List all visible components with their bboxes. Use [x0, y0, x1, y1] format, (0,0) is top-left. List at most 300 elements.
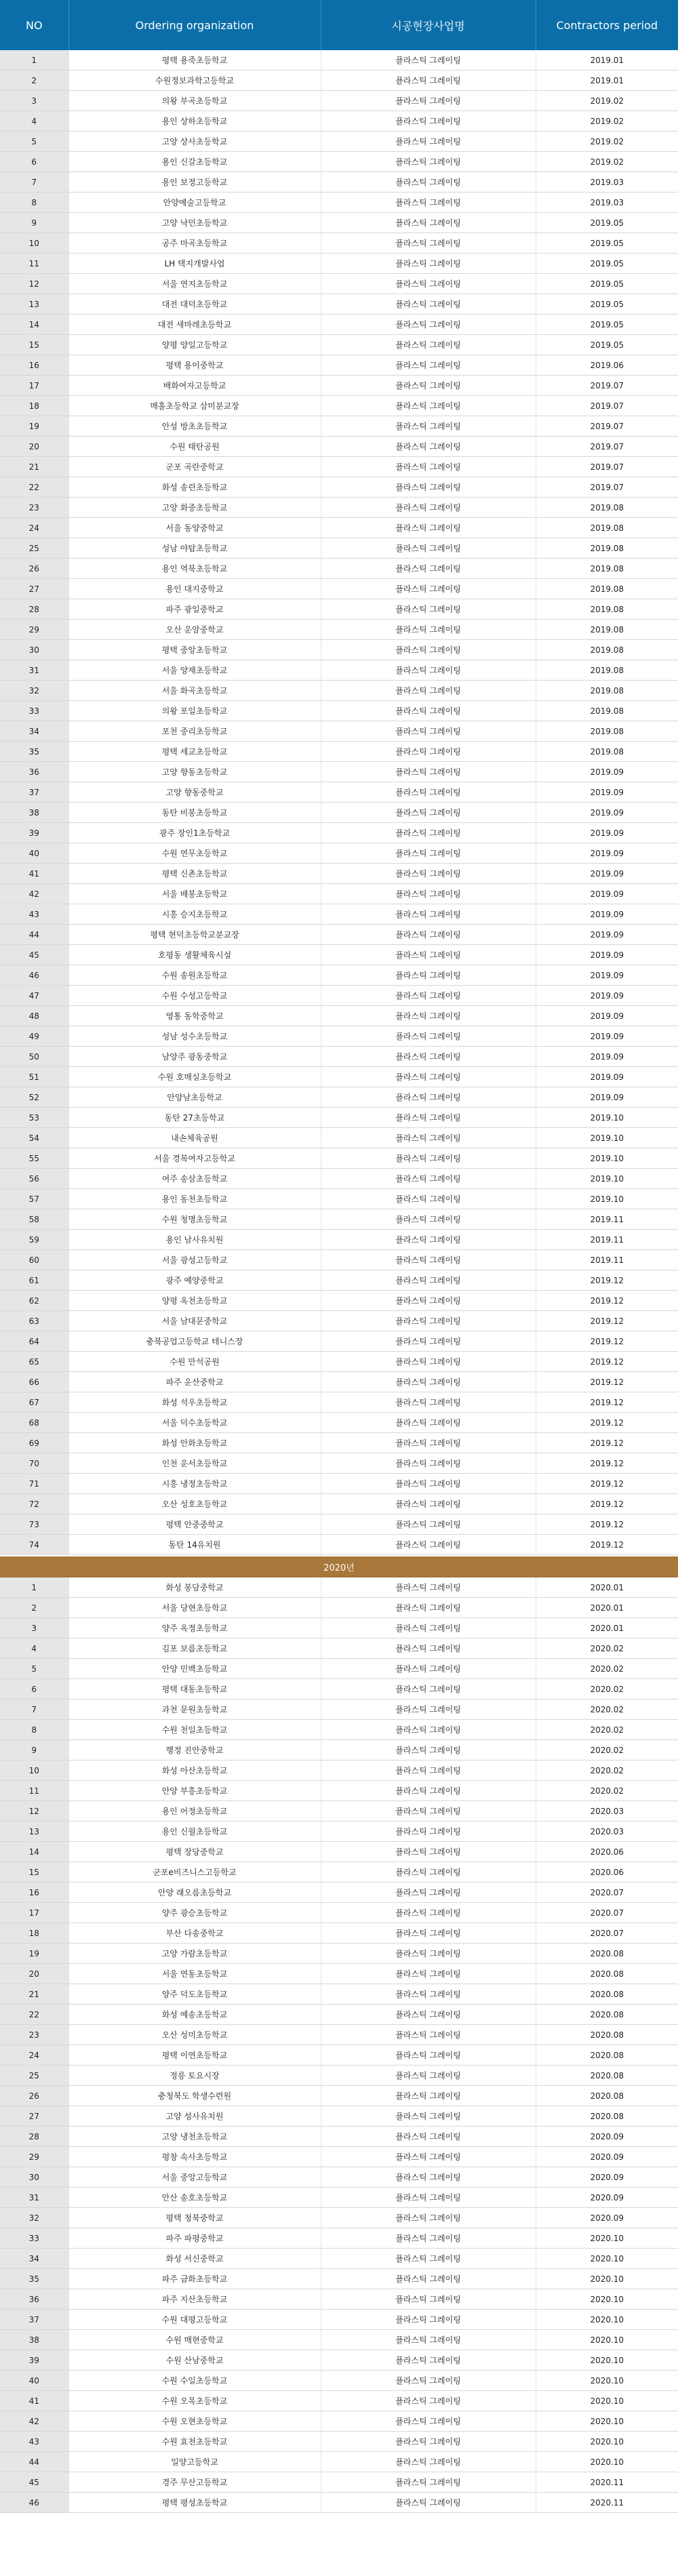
table-row: [0, 1250, 678, 1270]
table-row: [0, 2493, 678, 2513]
row-contractor: 플라스틱 그레이팅: [321, 1618, 536, 1638]
row-period: 2019.09: [536, 965, 678, 986]
row-number: 38: [0, 2330, 68, 2350]
row-organization: 서울 연동초등학교: [68, 1964, 321, 1984]
row-period: 2020.02: [536, 1638, 678, 1659]
row-period: 2019.09: [536, 1087, 678, 1108]
table-row: [0, 1494, 678, 1514]
row-organization: 동탄 비봉초등학교: [68, 803, 321, 823]
row-number: 52: [0, 1087, 68, 1108]
row-contractor: 플라스틱 그레이팅: [321, 2371, 536, 2391]
row-organization: 화성 예송초등학교: [68, 2005, 321, 2025]
row-organization: 파주 금화초등학교: [68, 2269, 321, 2289]
table-row: [0, 254, 678, 274]
row-organization: 안양 래오름초등학교: [68, 1883, 321, 1903]
table-row: [0, 1883, 678, 1903]
table-row: [0, 1984, 678, 2005]
table-row: [0, 1148, 678, 1169]
row-number: 14: [0, 1842, 68, 1862]
row-number: 32: [0, 681, 68, 701]
row-period: 2019.12: [536, 1372, 678, 1392]
row-number: 65: [0, 1352, 68, 1372]
row-period: 2020.11: [536, 2472, 678, 2493]
table-row: [0, 1108, 678, 1128]
row-contractor: 플라스틱 그레이팅: [321, 111, 536, 132]
row-period: 2020.06: [536, 1862, 678, 1883]
row-number: 47: [0, 986, 68, 1006]
row-period: 2019.09: [536, 986, 678, 1006]
row-number: 30: [0, 2167, 68, 2188]
row-number: 42: [0, 2411, 68, 2432]
row-period: 2019.09: [536, 843, 678, 864]
section-title: 2020년: [0, 1556, 678, 1577]
row-period: 2019.02: [536, 152, 678, 172]
row-contractor: 플라스틱 그레이팅: [321, 1494, 536, 1514]
row-organization: 화성 아산초등학교: [68, 1760, 321, 1781]
table-row: [0, 2147, 678, 2167]
table-row: [0, 1433, 678, 1453]
section-row-2020: [0, 1556, 678, 1577]
row-period: 2020.06: [536, 1842, 678, 1862]
table-row: [0, 376, 678, 396]
row-period: 2020.08: [536, 1944, 678, 1964]
table-row: [0, 2452, 678, 2472]
row-organization: 파주 지산초등학교: [68, 2289, 321, 2310]
row-organization: 파주 파평중학교: [68, 2228, 321, 2249]
row-period: 2019.12: [536, 1291, 678, 1311]
row-organization: 동탄 27초등학교: [68, 1108, 321, 1128]
table-row: [0, 559, 678, 579]
row-period: 2019.02: [536, 111, 678, 132]
row-period: 2019.10: [536, 1128, 678, 1148]
header-no: NO: [0, 0, 68, 50]
row-contractor: 플라스틱 그레이팅: [321, 2228, 536, 2249]
table-row: [0, 172, 678, 193]
row-period: 2020.10: [536, 2391, 678, 2411]
row-number: 31: [0, 2188, 68, 2208]
table-row: [0, 315, 678, 335]
row-period: 2019.08: [536, 559, 678, 579]
table-row: [0, 335, 678, 355]
row-number: 30: [0, 640, 68, 660]
row-organization: 용인 남사유치원: [68, 1230, 321, 1250]
row-number: 19: [0, 416, 68, 437]
table-row: [0, 416, 678, 437]
header-organization: Ordering organization: [68, 0, 321, 50]
row-organization: 수원 송원초등학교: [68, 965, 321, 986]
table-row: [0, 1577, 678, 1598]
row-organization: 수원 수성고등학교: [68, 986, 321, 1006]
row-contractor: 플라스틱 그레이팅: [321, 1128, 536, 1148]
row-number: 9: [0, 1740, 68, 1760]
table-row: [0, 2188, 678, 2208]
row-contractor: 플라스틱 그레이팅: [321, 681, 536, 701]
row-number: 39: [0, 2350, 68, 2371]
row-number: 66: [0, 1372, 68, 1392]
row-contractor: 플라스틱 그레이팅: [321, 1433, 536, 1453]
row-number: 4: [0, 1638, 68, 1659]
row-number: 68: [0, 1413, 68, 1433]
row-period: 2019.07: [536, 416, 678, 437]
row-contractor: 플라스틱 그레이팅: [321, 762, 536, 782]
row-organization: 평택 세교초등학교: [68, 742, 321, 762]
row-organization: 수원 호매실초등학교: [68, 1067, 321, 1087]
row-period: 2020.07: [536, 1923, 678, 1944]
table-row: [0, 1026, 678, 1047]
row-organization: 수원 오현초등학교: [68, 2411, 321, 2432]
row-organization: 용인 어정초등학교: [68, 1801, 321, 1822]
row-contractor: 플라스틱 그레이팅: [321, 2493, 536, 2513]
row-contractor: 플라스틱 그레이팅: [321, 1598, 536, 1618]
row-period: 2019.06: [536, 355, 678, 376]
row-contractor: 플라스틱 그레이팅: [321, 1291, 536, 1311]
row-contractor: 플라스틱 그레이팅: [321, 1842, 536, 1862]
row-organization: 시흥 승지초등학교: [68, 904, 321, 925]
row-contractor: 플라스틱 그레이팅: [321, 2310, 536, 2330]
row-period: 2019.09: [536, 823, 678, 843]
row-period: 2020.03: [536, 1801, 678, 1822]
row-period: 2020.08: [536, 2086, 678, 2106]
row-organization: 평택 평성초등학교: [68, 2493, 321, 2513]
row-period: 2019.08: [536, 681, 678, 701]
row-number: 24: [0, 2045, 68, 2066]
row-organization: 용인 대지중학교: [68, 579, 321, 599]
row-period: 2019.07: [536, 477, 678, 498]
table-row: [0, 823, 678, 843]
row-contractor: 플라스틱 그레이팅: [321, 2249, 536, 2269]
row-period: 2019.08: [536, 742, 678, 762]
row-organization: 대전 대덕초등학교: [68, 294, 321, 315]
row-contractor: 플라스틱 그레이팅: [321, 416, 536, 437]
row-contractor: 플라스틱 그레이팅: [321, 1209, 536, 1230]
row-period: 2020.07: [536, 1883, 678, 1903]
row-period: 2019.02: [536, 132, 678, 152]
table-row: [0, 1903, 678, 1923]
row-number: 1: [0, 1577, 68, 1598]
row-period: 2019.05: [536, 254, 678, 274]
header-period: Contractors period: [536, 0, 678, 50]
row-organization: 평택 현덕초등학교분교장: [68, 925, 321, 945]
row-contractor: 플라스틱 그레이팅: [321, 538, 536, 559]
row-number: 64: [0, 1331, 68, 1352]
table-row: [0, 1270, 678, 1291]
table-row: [0, 1638, 678, 1659]
row-organization: 수원 연무초등학교: [68, 843, 321, 864]
row-number: 46: [0, 2493, 68, 2513]
table-row: [0, 2269, 678, 2289]
row-organization: 충청북도 학생수련원: [68, 2086, 321, 2106]
row-organization: 광주 장인1초등학교: [68, 823, 321, 843]
row-number: 50: [0, 1047, 68, 1067]
table-row: [0, 2005, 678, 2025]
row-contractor: 플라스틱 그레이팅: [321, 1801, 536, 1822]
row-contractor: 플라스틱 그레이팅: [321, 1862, 536, 1883]
row-number: 8: [0, 1720, 68, 1740]
table-row: [0, 1944, 678, 1964]
row-number: 19: [0, 1944, 68, 1964]
row-organization: 용인 역북초등학교: [68, 559, 321, 579]
row-organization: 평택 대동초등학교: [68, 1679, 321, 1699]
row-period: 2019.12: [536, 1474, 678, 1494]
row-contractor: 플라스틱 그레이팅: [321, 152, 536, 172]
row-number: 23: [0, 498, 68, 518]
row-contractor: 플라스틱 그레이팅: [321, 803, 536, 823]
table-row: [0, 2411, 678, 2432]
table-body-2020: [0, 1577, 678, 2513]
row-organization: 수원 오목초등학교: [68, 2391, 321, 2411]
row-organization: 고양 냉천초등학교: [68, 2127, 321, 2147]
row-number: 38: [0, 803, 68, 823]
row-contractor: 플라스틱 그레이팅: [321, 1311, 536, 1331]
row-contractor: 플라스틱 그레이팅: [321, 2005, 536, 2025]
table-row: [0, 2127, 678, 2147]
row-period: 2019.08: [536, 518, 678, 538]
row-contractor: 플라스틱 그레이팅: [321, 91, 536, 111]
row-period: 2019.09: [536, 864, 678, 884]
row-period: 2020.08: [536, 2025, 678, 2045]
table-row: [0, 1618, 678, 1638]
row-organization: 군포e비즈니스고등학교: [68, 1862, 321, 1883]
row-organization: 영통 동학중학교: [68, 1006, 321, 1026]
row-period: 2020.02: [536, 1740, 678, 1760]
row-number: 39: [0, 823, 68, 843]
row-number: 36: [0, 2289, 68, 2310]
row-organization: 화성 석우초등학교: [68, 1392, 321, 1413]
row-organization: 김포 보름초등학교: [68, 1638, 321, 1659]
row-number: 6: [0, 1679, 68, 1699]
table-row: [0, 620, 678, 640]
row-organization: 화성 안화초등학교: [68, 1433, 321, 1453]
row-contractor: 플라스틱 그레이팅: [321, 1679, 536, 1699]
row-number: 29: [0, 620, 68, 640]
row-organization: 파주 광일중학교: [68, 599, 321, 620]
row-number: 56: [0, 1169, 68, 1189]
table-row: [0, 1392, 678, 1413]
row-number: 25: [0, 2066, 68, 2086]
row-period: 2019.03: [536, 193, 678, 213]
row-contractor: 플라스틱 그레이팅: [321, 1352, 536, 1372]
row-contractor: 플라스틱 그레이팅: [321, 2208, 536, 2228]
row-period: 2020.08: [536, 2066, 678, 2086]
row-period: 2020.09: [536, 2188, 678, 2208]
row-number: 6: [0, 152, 68, 172]
row-contractor: 플라스틱 그레이팅: [321, 2147, 536, 2167]
row-number: 12: [0, 274, 68, 294]
row-contractor: 플라스틱 그레이팅: [321, 1108, 536, 1128]
row-contractor: 플라스틱 그레이팅: [321, 1699, 536, 1720]
row-contractor: 플라스틱 그레이팅: [321, 294, 536, 315]
row-organization: 과천 문원초등학교: [68, 1699, 321, 1720]
row-contractor: 플라스틱 그레이팅: [321, 2432, 536, 2452]
row-organization: 시흥 냉정초등학교: [68, 1474, 321, 1494]
table-row: [0, 1598, 678, 1618]
row-organization: 내손체육공원: [68, 1128, 321, 1148]
row-organization: 평택 용죽초등학교: [68, 50, 321, 71]
row-organization: 고양 화중초등학교: [68, 498, 321, 518]
row-number: 44: [0, 925, 68, 945]
table-row: [0, 233, 678, 254]
row-contractor: 플라스틱 그레이팅: [321, 1781, 536, 1801]
table-row: [0, 925, 678, 945]
row-period: 2019.08: [536, 721, 678, 742]
row-number: 70: [0, 1453, 68, 1474]
row-contractor: 플라스틱 그레이팅: [321, 396, 536, 416]
table-row: [0, 274, 678, 294]
row-number: 37: [0, 2310, 68, 2330]
row-contractor: 플라스틱 그레이팅: [321, 1026, 536, 1047]
row-contractor: 플라스틱 그레이팅: [321, 599, 536, 620]
row-contractor: 플라스틱 그레이팅: [321, 71, 536, 91]
row-number: 16: [0, 1883, 68, 1903]
row-organization: 수원 대평고등학교: [68, 2310, 321, 2330]
row-number: 58: [0, 1209, 68, 1230]
row-period: 2019.10: [536, 1189, 678, 1209]
row-contractor: 플라스틱 그레이팅: [321, 2106, 536, 2127]
row-period: 2019.10: [536, 1108, 678, 1128]
row-period: 2020.10: [536, 2269, 678, 2289]
row-number: 17: [0, 376, 68, 396]
table-row: [0, 843, 678, 864]
row-organization: 수원 태탄공원: [68, 437, 321, 457]
row-contractor: 플라스틱 그레이팅: [321, 1453, 536, 1474]
row-organization: 양주 덕도초등학교: [68, 1984, 321, 2005]
row-organization: 남양주 광동중학교: [68, 1047, 321, 1067]
row-period: 2019.09: [536, 1067, 678, 1087]
row-contractor: 플라스틱 그레이팅: [321, 1169, 536, 1189]
row-number: 35: [0, 2269, 68, 2289]
row-contractor: 플라스틱 그레이팅: [321, 2188, 536, 2208]
row-period: 2020.10: [536, 2432, 678, 2452]
table-row: [0, 742, 678, 762]
row-number: 32: [0, 2208, 68, 2228]
row-contractor: 플라스틱 그레이팅: [321, 721, 536, 742]
row-organization: 안양예술고등학교: [68, 193, 321, 213]
row-period: 2019.12: [536, 1392, 678, 1413]
row-contractor: 플라스틱 그레이팅: [321, 742, 536, 762]
row-period: 2019.12: [536, 1494, 678, 1514]
table-row: [0, 1822, 678, 1842]
row-period: 2020.08: [536, 2045, 678, 2066]
row-organization: 평택 중앙초등학교: [68, 640, 321, 660]
row-number: 10: [0, 1760, 68, 1781]
row-organization: LH 택지개발사업: [68, 254, 321, 274]
row-contractor: 플라스틱 그레이팅: [321, 1514, 536, 1535]
row-period: 2019.12: [536, 1311, 678, 1331]
row-number: 22: [0, 2005, 68, 2025]
row-period: 2020.07: [536, 1903, 678, 1923]
row-period: 2019.09: [536, 945, 678, 965]
row-period: 2019.12: [536, 1331, 678, 1352]
row-contractor: 플라스틱 그레이팅: [321, 1740, 536, 1760]
row-number: 43: [0, 904, 68, 925]
row-number: 49: [0, 1026, 68, 1047]
row-number: 35: [0, 742, 68, 762]
row-number: 53: [0, 1108, 68, 1128]
row-number: 45: [0, 945, 68, 965]
row-period: 2019.07: [536, 396, 678, 416]
table-row: [0, 2066, 678, 2086]
header-contractor: 시공현장사업명: [321, 0, 536, 50]
row-number: 62: [0, 1291, 68, 1311]
row-contractor: 플라스틱 그레이팅: [321, 1638, 536, 1659]
table-row: [0, 1862, 678, 1883]
row-contractor: 플라스틱 그레이팅: [321, 254, 536, 274]
row-period: 2019.08: [536, 538, 678, 559]
row-organization: 공주 마곡초등학교: [68, 233, 321, 254]
row-period: 2019.07: [536, 437, 678, 457]
row-organization: 광주 예양중학교: [68, 1270, 321, 1291]
row-organization: 화성 서신중학교: [68, 2249, 321, 2269]
row-organization: 용인 신갈초등학교: [68, 152, 321, 172]
table-row: [0, 538, 678, 559]
row-period: 2019.12: [536, 1413, 678, 1433]
row-organization: 행정 진안중학교: [68, 1740, 321, 1760]
row-number: 59: [0, 1230, 68, 1250]
row-contractor: 플라스틱 그레이팅: [321, 1331, 536, 1352]
row-organization: 고양 가람초등학교: [68, 1944, 321, 1964]
row-contractor: 플라스틱 그레이팅: [321, 2127, 536, 2147]
row-organization: 용인 상하초등학교: [68, 111, 321, 132]
row-period: 2019.08: [536, 701, 678, 721]
row-number: 41: [0, 864, 68, 884]
table-row: [0, 518, 678, 538]
row-contractor: 플라스틱 그레이팅: [321, 1087, 536, 1108]
row-number: 15: [0, 335, 68, 355]
row-contractor: 플라스틱 그레이팅: [321, 213, 536, 233]
row-contractor: 플라스틱 그레이팅: [321, 2391, 536, 2411]
row-organization: 여주 송삼초등학교: [68, 1169, 321, 1189]
row-contractor: 플라스틱 그레이팅: [321, 1883, 536, 1903]
table-row: [0, 1047, 678, 1067]
row-contractor: 플라스틱 그레이팅: [321, 2086, 536, 2106]
row-period: 2019.08: [536, 599, 678, 620]
row-number: 55: [0, 1148, 68, 1169]
row-contractor: 플라스틱 그레이팅: [321, 2289, 536, 2310]
table-row: [0, 640, 678, 660]
row-period: 2019.09: [536, 782, 678, 803]
row-organization: 수원 만석공원: [68, 1352, 321, 1372]
row-organization: 안성 방초초등학교: [68, 416, 321, 437]
row-period: 2020.02: [536, 1679, 678, 1699]
row-organization: 인천 운서초등학교: [68, 1453, 321, 1474]
row-period: 2019.12: [536, 1270, 678, 1291]
row-number: 37: [0, 782, 68, 803]
row-organization: 파주 운산중학교: [68, 1372, 321, 1392]
row-organization: 고양 성사유치원: [68, 2106, 321, 2127]
row-organization: 고양 향동초등학교: [68, 762, 321, 782]
row-number: 31: [0, 660, 68, 681]
row-contractor: 플라스틱 그레이팅: [321, 1189, 536, 1209]
row-organization: 수원 청명초등학교: [68, 1209, 321, 1230]
row-number: 15: [0, 1862, 68, 1883]
row-contractor: 플라스틱 그레이팅: [321, 1067, 536, 1087]
row-contractor: 플라스틱 그레이팅: [321, 1944, 536, 1964]
row-number: 40: [0, 843, 68, 864]
table-row: [0, 1230, 678, 1250]
row-contractor: 플라스틱 그레이팅: [321, 2350, 536, 2371]
table-row: [0, 1169, 678, 1189]
row-period: 2019.11: [536, 1230, 678, 1250]
row-number: 13: [0, 294, 68, 315]
row-contractor: 플라스틱 그레이팅: [321, 1923, 536, 1944]
row-organization: 배화여자고등학교: [68, 376, 321, 396]
row-contractor: 플라스틱 그레이팅: [321, 477, 536, 498]
table-row: [0, 2391, 678, 2411]
table-row: [0, 2310, 678, 2330]
table-row: [0, 803, 678, 823]
row-organization: 용인 신월초등학교: [68, 1822, 321, 1842]
row-number: 9: [0, 213, 68, 233]
